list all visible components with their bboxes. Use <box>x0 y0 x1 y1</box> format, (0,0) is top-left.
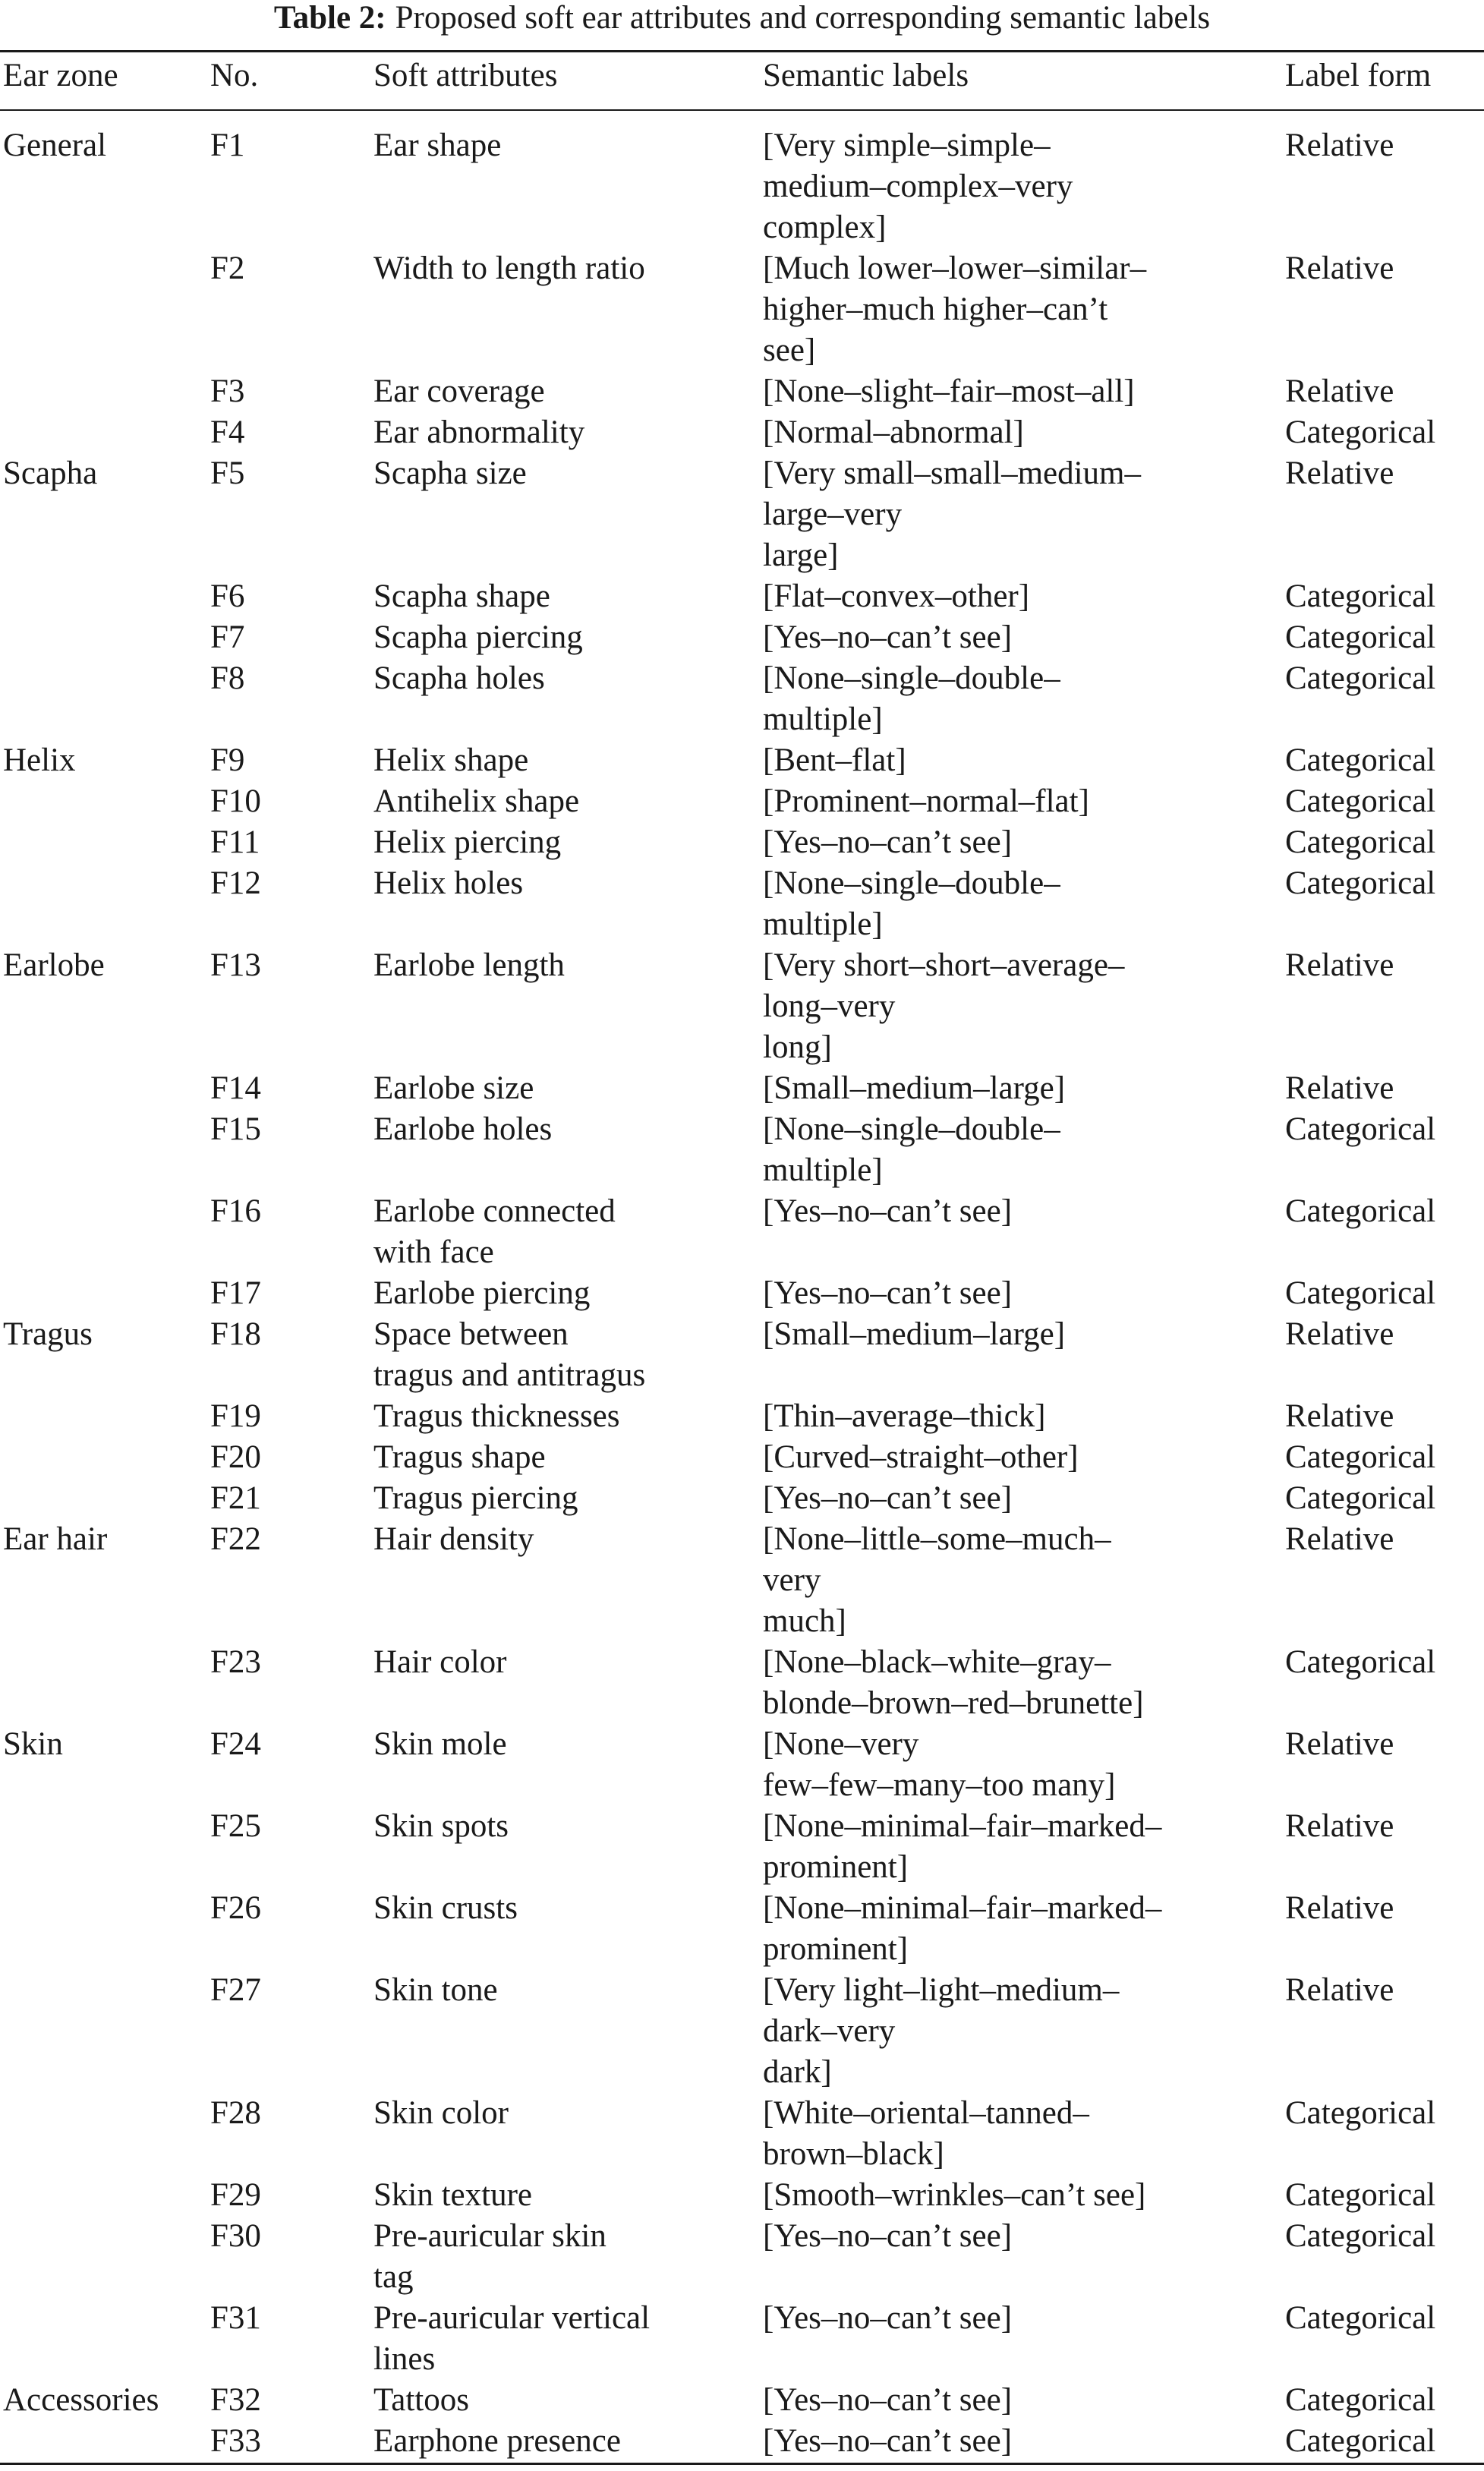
semantic-labels-cell: [Normal–abnormal] <box>763 414 1024 450</box>
semantic-labels-cell: [Much lower–lower–similar– higher–much higher–can’t see] <box>763 251 1147 368</box>
soft-attribute-cell: Tragus piercing <box>373 1480 578 1516</box>
semantic-labels-cell: [Yes–no–can’t see] <box>763 2382 1013 2418</box>
soft-attribute-cell: Skin crusts <box>373 1890 518 1926</box>
label-form-cell: Categorical <box>1285 2382 1436 2418</box>
semantic-labels-cell: [Thin–average–thick] <box>763 1398 1046 1434</box>
attribute-number-cell: F24 <box>210 1726 261 1762</box>
label-form-cell: Categorical <box>1285 2177 1436 2213</box>
label-form-cell: Relative <box>1285 1972 1394 2008</box>
label-form-cell: Categorical <box>1285 1193 1436 1229</box>
soft-attribute-cell: Earphone presence <box>373 2423 621 2459</box>
caption-text: Proposed soft ear attributes and corresponding semantic labels <box>395 0 1211 36</box>
attribute-number-cell: F29 <box>210 2177 261 2213</box>
semantic-labels-cell: [Yes–no–can’t see] <box>763 2218 1013 2254</box>
attribute-number-cell: F2 <box>210 251 245 286</box>
attribute-number-cell: F17 <box>210 1275 261 1311</box>
label-form-cell: Relative <box>1285 1726 1394 1762</box>
label-form-cell: Relative <box>1285 1890 1394 1926</box>
attribute-number-cell: F30 <box>210 2218 261 2254</box>
label-form-cell: Categorical <box>1285 1275 1436 1311</box>
semantic-labels-cell: [Small–medium–large] <box>763 1316 1066 1352</box>
semantic-labels-cell: [Flat–convex–other] <box>763 578 1030 614</box>
ear-zone-cell: General <box>3 128 107 163</box>
bottom-rule <box>0 2463 1484 2465</box>
attribute-number-cell: F18 <box>210 1316 261 1352</box>
label-form-cell: Relative <box>1285 1521 1394 1557</box>
label-form-cell: Categorical <box>1285 2423 1436 2459</box>
soft-attribute-cell: Helix shape <box>373 742 529 778</box>
semantic-labels-cell: [Prominent–normal–flat] <box>763 783 1089 819</box>
semantic-labels-cell: [Yes–no–can’t see] <box>763 824 1013 860</box>
label-form-cell: Categorical <box>1285 783 1436 819</box>
soft-attribute-cell: Scapha size <box>373 455 527 491</box>
soft-attribute-cell: Pre-auricular vertical lines <box>373 2300 651 2377</box>
table-caption <box>0 0 1484 36</box>
label-form-cell: Relative <box>1285 1070 1394 1106</box>
soft-attribute-cell: Hair color <box>373 1644 507 1680</box>
semantic-labels-cell: [None–minimal–fair–marked– prominent] <box>763 1890 1162 1967</box>
soft-attribute-cell: Ear coverage <box>373 373 545 409</box>
caption-label: Table 2: <box>273 0 386 36</box>
semantic-labels-cell: [Yes–no–can’t see] <box>763 1480 1013 1516</box>
soft-attribute-cell: Earlobe size <box>373 1070 534 1106</box>
attribute-number-cell: F11 <box>210 824 260 860</box>
semantic-labels-cell: [None–black–white–gray– blonde–brown–red–brunette] <box>763 1644 1144 1721</box>
soft-attribute-cell: Earlobe connected with face <box>373 1193 616 1270</box>
attribute-number-cell: F23 <box>210 1644 261 1680</box>
semantic-labels-cell: [Very simple–simple– medium–complex–very complex] <box>763 128 1073 245</box>
label-form-cell: Categorical <box>1285 2218 1436 2254</box>
soft-attribute-cell: Skin texture <box>373 2177 532 2213</box>
soft-attribute-cell: Scapha holes <box>373 660 545 696</box>
ear-zone-cell: Tragus <box>3 1316 93 1352</box>
attribute-number-cell: F28 <box>210 2095 261 2131</box>
semantic-labels-cell: [Yes–no–can’t see] <box>763 1193 1013 1229</box>
attribute-number-cell: F16 <box>210 1193 261 1229</box>
soft-attribute-cell: Tragus shape <box>373 1439 546 1475</box>
soft-attribute-cell: Scapha shape <box>373 578 550 614</box>
label-form-cell: Relative <box>1285 128 1394 163</box>
attribute-number-cell: F8 <box>210 660 245 696</box>
attribute-number-cell: F6 <box>210 578 245 614</box>
attribute-number-cell: F33 <box>210 2423 261 2459</box>
semantic-labels-cell: [Very small–small–medium– large–very large] <box>763 455 1142 573</box>
label-form-cell: Relative <box>1285 373 1394 409</box>
semantic-labels-cell: [None–minimal–fair–marked– prominent] <box>763 1808 1162 1885</box>
header-semantic-labels: Semantic labels <box>763 58 969 93</box>
attribute-number-cell: F26 <box>210 1890 261 1926</box>
soft-attribute-cell: Earlobe piercing <box>373 1275 591 1311</box>
header-label-form: Label form <box>1285 58 1432 93</box>
soft-attribute-cell: Earlobe holes <box>373 1111 553 1147</box>
semantic-labels-cell: [Small–medium–large] <box>763 1070 1066 1106</box>
ear-zone-cell: Earlobe <box>3 947 105 983</box>
label-form-cell: Categorical <box>1285 824 1436 860</box>
soft-attribute-cell: Hair density <box>373 1521 534 1557</box>
label-form-cell: Categorical <box>1285 2300 1436 2336</box>
semantic-labels-cell: [Yes–no–can’t see] <box>763 619 1013 655</box>
ear-zone-cell: Accessories <box>3 2382 159 2418</box>
ear-zone-cell: Skin <box>3 1726 63 1762</box>
attribute-number-cell: F31 <box>210 2300 261 2336</box>
semantic-labels-cell: [Yes–no–can’t see] <box>763 2300 1013 2336</box>
semantic-labels-cell: [White–oriental–tanned– brown–black] <box>763 2095 1089 2172</box>
label-form-cell: Categorical <box>1285 1644 1436 1680</box>
attribute-number-cell: F27 <box>210 1972 261 2008</box>
header-soft-attributes: Soft attributes <box>373 58 558 93</box>
soft-attribute-cell: Antihelix shape <box>373 783 580 819</box>
soft-attribute-cell: Skin tone <box>373 1972 498 2008</box>
ear-zone-cell: Ear hair <box>3 1521 108 1557</box>
ear-zone-cell: Helix <box>3 742 76 778</box>
semantic-labels-cell: [Bent–flat] <box>763 742 906 778</box>
label-form-cell: Categorical <box>1285 1111 1436 1147</box>
soft-attribute-cell: Skin spots <box>373 1808 509 1844</box>
label-form-cell: Categorical <box>1285 578 1436 614</box>
ear-zone-cell: Scapha <box>3 455 98 491</box>
semantic-labels-cell: [None–little–some–much– very much] <box>763 1521 1111 1639</box>
attribute-number-cell: F25 <box>210 1808 261 1844</box>
attribute-number-cell: F14 <box>210 1070 261 1106</box>
semantic-labels-cell: [None–single–double– multiple] <box>763 865 1060 942</box>
semantic-labels-cell: [Curved–straight–other] <box>763 1439 1079 1475</box>
soft-attribute-cell: Width to length ratio <box>373 251 645 286</box>
label-form-cell: Relative <box>1285 455 1394 491</box>
attribute-number-cell: F10 <box>210 783 261 819</box>
semantic-labels-cell: [None–single–double– multiple] <box>763 660 1060 737</box>
attribute-number-cell: F4 <box>210 414 245 450</box>
attribute-number-cell: F9 <box>210 742 245 778</box>
soft-attribute-cell: Scapha piercing <box>373 619 583 655</box>
semantic-labels-cell: [Yes–no–can’t see] <box>763 2423 1013 2459</box>
soft-attribute-cell: Helix piercing <box>373 824 562 860</box>
soft-attribute-cell: Helix holes <box>373 865 524 901</box>
label-form-cell: Categorical <box>1285 2095 1436 2131</box>
attribute-number-cell: F20 <box>210 1439 261 1475</box>
attribute-number-cell: F7 <box>210 619 245 655</box>
attribute-number-cell: F5 <box>210 455 245 491</box>
semantic-labels-cell: [Yes–no–can’t see] <box>763 1275 1013 1311</box>
soft-attribute-cell: Tragus thicknesses <box>373 1398 620 1434</box>
label-form-cell: Relative <box>1285 947 1394 983</box>
attribute-number-cell: F3 <box>210 373 245 409</box>
top-rule <box>0 50 1484 52</box>
soft-attribute-cell: Pre-auricular skin tag <box>373 2218 607 2295</box>
semantic-labels-cell: [None–slight–fair–most–all] <box>763 373 1135 409</box>
soft-attribute-cell: Earlobe length <box>373 947 565 983</box>
soft-attribute-cell: Ear shape <box>373 128 502 163</box>
semantic-labels-cell: [Very short–short–average– long–very long] <box>763 947 1125 1065</box>
attribute-number-cell: F19 <box>210 1398 261 1434</box>
semantic-labels-cell: [Smooth–wrinkles–can’t see] <box>763 2177 1146 2213</box>
label-form-cell: Relative <box>1285 1316 1394 1352</box>
soft-attribute-cell: Ear abnormality <box>373 414 585 450</box>
header-ear-zone: Ear zone <box>3 58 118 93</box>
label-form-cell: Categorical <box>1285 1480 1436 1516</box>
label-form-cell: Categorical <box>1285 742 1436 778</box>
attribute-number-cell: F22 <box>210 1521 261 1557</box>
header-number: No. <box>210 58 259 93</box>
semantic-labels-cell: [None–single–double– multiple] <box>763 1111 1060 1188</box>
attribute-number-cell: F15 <box>210 1111 261 1147</box>
label-form-cell: Categorical <box>1285 1439 1436 1475</box>
attribute-number-cell: F12 <box>210 865 261 901</box>
header-rule <box>0 109 1484 111</box>
label-form-cell: Relative <box>1285 1398 1394 1434</box>
soft-attribute-cell: Tattoos <box>373 2382 469 2418</box>
label-form-cell: Categorical <box>1285 414 1436 450</box>
semantic-labels-cell: [Very light–light–medium– dark–very dark] <box>763 1972 1120 2090</box>
label-form-cell: Categorical <box>1285 865 1436 901</box>
attribute-number-cell: F21 <box>210 1480 261 1516</box>
semantic-labels-cell: [None–very few–few–many–too many] <box>763 1726 1116 1803</box>
soft-attribute-cell: Space between tragus and antitragus <box>373 1316 646 1393</box>
attribute-number-cell: F13 <box>210 947 261 983</box>
label-form-cell: Relative <box>1285 1808 1394 1844</box>
soft-attribute-cell: Skin mole <box>373 1726 507 1762</box>
attribute-number-cell: F32 <box>210 2382 261 2418</box>
soft-attribute-cell: Skin color <box>373 2095 509 2131</box>
label-form-cell: Relative <box>1285 251 1394 286</box>
label-form-cell: Categorical <box>1285 619 1436 655</box>
attribute-number-cell: F1 <box>210 128 245 163</box>
label-form-cell: Categorical <box>1285 660 1436 696</box>
